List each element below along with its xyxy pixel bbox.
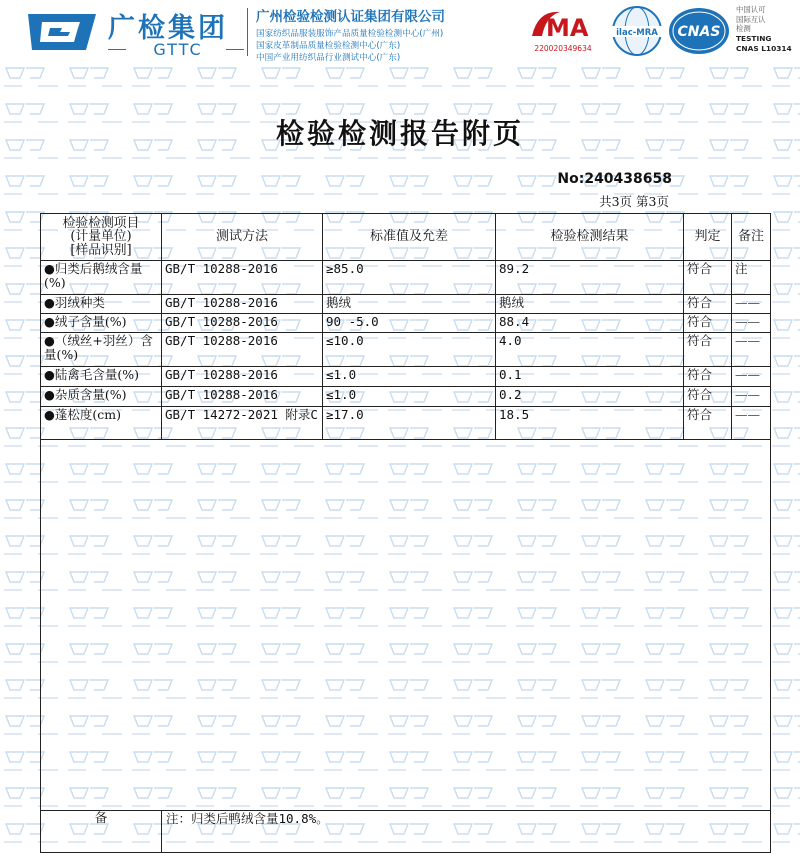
header-divider [247,8,248,56]
ilac-mra-logo-icon [609,5,665,57]
brand-abbr: GTTC [153,40,203,59]
header-line: 检验检测项目 [62,215,140,231]
remark-cell: 注 [732,261,771,295]
method-cell: GB/T 10288-2016 [162,314,323,333]
table-row [41,367,771,387]
item-cell: ●陆禽毛含量(%) [41,367,162,387]
cma-seal [528,6,598,56]
result-cell: 4.0 [496,333,684,367]
judgement-cell: 符合 [684,367,732,387]
organization-line: 国家纺织品服装服饰产品质量检验检测中心(广州) [256,29,444,39]
organization-line: 国家皮革制品质量检验检测中心(广东) [256,41,401,51]
results-table [40,213,771,853]
blank-area-row [41,440,771,811]
cnas-info-line: TESTING [736,33,772,43]
item-cell: ●（绒丝+羽丝）含量(%) [41,333,162,367]
column-header-item [41,214,162,261]
report-number: No:240438658 [557,171,672,187]
remark-cell: —— [732,387,771,407]
judgement-cell: 符合 [684,295,732,314]
table-row [41,407,771,440]
result-cell: 88.4 [496,314,684,333]
table-row [41,261,771,295]
divider-line [226,49,244,50]
remarks-text: 注：归类后鸭绒含量10.8%。 [162,811,771,853]
item-cell: ●绒子含量(%) [41,314,162,333]
cnas-info-line: CNAS L10314 [736,43,792,53]
cnas-info-line: 国际互认 [736,14,766,24]
method-cell: GB/T 14272-2021 附录C [162,407,323,440]
method-cell: GB/T 10288-2016 [162,261,323,295]
standard-cell: 90 -5.0 [323,314,496,333]
divider-line [108,49,126,50]
standard-cell: ≥17.0 [323,407,496,440]
result-cell: 0.1 [496,367,684,387]
standard-cell: 鹅绒 [323,295,496,314]
result-cell: 18.5 [496,407,684,440]
standard-cell: ≤10.0 [323,333,496,367]
cnas-accreditation-info [736,5,792,54]
item-cell: ●羽绒种类 [41,295,162,314]
method-cell: GB/T 10288-2016 [162,333,323,367]
method-cell: GB/T 10288-2016 [162,367,323,387]
table-row [41,387,771,407]
remark-cell: —— [732,407,771,440]
method-cell: GB/T 10288-2016 [162,387,323,407]
judgement-cell: 符合 [684,261,732,295]
organization-block [256,5,445,64]
remark-cell: —— [732,295,771,314]
judgement-cell: 符合 [684,407,732,440]
organization-title: 广州检验检测认证集团有限公司 [256,9,445,25]
page-count: 共3页 第3页 [599,194,669,209]
standard-cell: ≤1.0 [323,367,496,387]
brand-name: 广检集团 [108,13,228,44]
cnas-logo-icon [667,6,731,56]
judgement-cell: 符合 [684,387,732,407]
blank-area [41,440,771,811]
page-title: 检验检测报告附页 [275,117,524,150]
table-row [41,295,771,314]
item-cell: ●蓬松度(cm) [41,407,162,440]
standard-cell: ≥85.0 [323,261,496,295]
column-header-result: 检验检测结果 [496,214,684,261]
column-header-method: 测试方法 [162,214,323,261]
result-cell: 鹅绒 [496,295,684,314]
table-row [41,333,771,367]
judgement-cell: 符合 [684,333,732,367]
table-row [41,314,771,333]
column-header-remark: 备注 [732,214,771,261]
remarks-label: 备 [41,811,162,853]
cnas-label: CNAS [677,24,721,40]
column-header-judgement: 判定 [684,214,732,261]
judgement-cell: 符合 [684,314,732,333]
cma-logo-icon [528,6,598,44]
result-cell: 0.2 [496,387,684,407]
result-cell: 89.2 [496,261,684,295]
remark-cell: —— [732,314,771,333]
organization-line: 中国产业用纺织品行业测试中心(广东) [256,53,401,63]
remark-cell: —— [732,333,771,367]
table-header-row [41,214,771,261]
ilac-label: ilac-MRA [616,28,658,38]
cnas-info-line: 中国认可 [736,5,766,14]
remarks-row [41,811,771,853]
method-cell: GB/T 10288-2016 [162,295,323,314]
standard-cell: ≤1.0 [323,387,496,407]
cnas-info-line: 检测 [736,24,751,33]
gttc-logo-icon [24,10,100,54]
brand-abbr-row [108,40,248,60]
item-cell: ●杂质含量(%) [41,387,162,407]
cma-label: MA [546,14,589,42]
cma-number: 220020349634 [534,44,592,53]
item-cell: ●归类后鹅绒含量(%) [41,261,162,295]
header-line: [样品识别] [70,242,132,258]
remark-cell: —— [732,367,771,387]
letterhead [0,0,800,64]
header-line: (计量单位) [70,229,132,245]
column-header-standard: 标准值及允差 [323,214,496,261]
